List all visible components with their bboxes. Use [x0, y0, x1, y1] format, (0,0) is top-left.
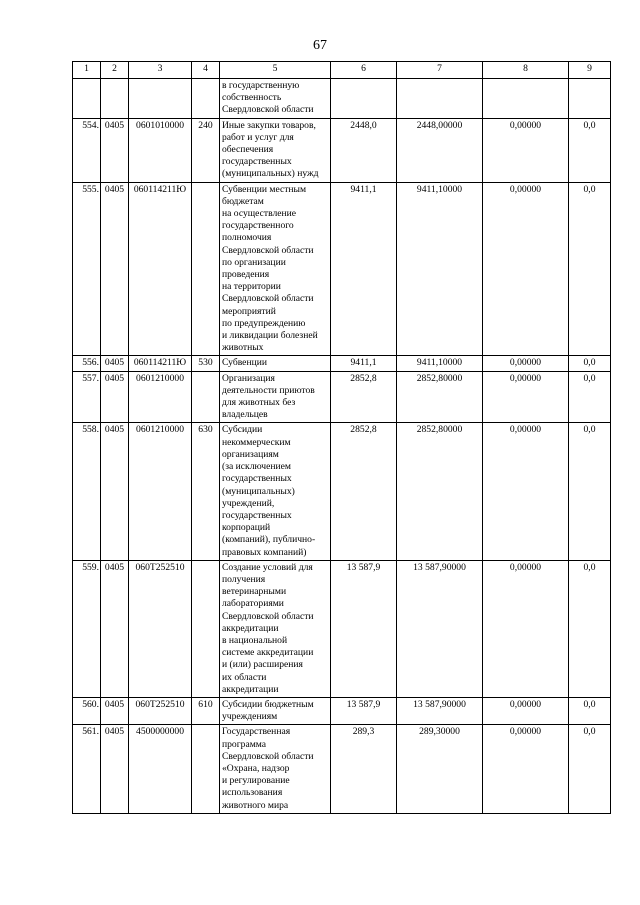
item-name-cell: [220, 182, 331, 356]
item-name-line: использования: [222, 787, 283, 799]
item-name-line: Свердловской области: [222, 750, 314, 762]
item-name-line: собственность: [222, 92, 282, 104]
item-name-line: животных: [222, 342, 264, 354]
column-header-9: 9: [569, 62, 611, 79]
item-name-cell: [220, 697, 331, 724]
amount-col7-cell: 13 587,90000: [397, 697, 483, 724]
amount-col8-cell: 0,00000: [483, 182, 569, 356]
item-name-line: лабораториями: [222, 598, 284, 610]
item-name-line: в национальной: [222, 634, 288, 646]
amount-col7-cell: 9411,10000: [397, 356, 483, 371]
item-name-line: и ликвидации болезней: [222, 330, 318, 342]
amount-col9-cell: [569, 79, 611, 119]
item-name-line: по организации: [222, 256, 286, 268]
item-name-line: Субвенции местным: [222, 183, 307, 195]
item-name-line: Субсидии бюджетным: [222, 698, 314, 710]
column-header-5: 5: [220, 62, 331, 79]
amount-col6-cell: 2852,8: [331, 423, 397, 560]
amount-col6-cell: 13 587,9: [331, 560, 397, 697]
column-header-2: 2: [101, 62, 129, 79]
table-body: [73, 79, 611, 814]
amount-col9-cell: 0,0: [569, 356, 611, 371]
column-header-7: 7: [397, 62, 483, 79]
item-name-line: государственных: [222, 473, 292, 485]
amount-col7-cell: [397, 79, 483, 119]
amount-col9-cell: 0,0: [569, 118, 611, 182]
amount-col7-cell: 2852,80000: [397, 371, 483, 423]
item-name-line: и регулирование: [222, 775, 290, 787]
amount-col8-cell: 0,00000: [483, 356, 569, 371]
header-row: [73, 62, 611, 79]
column-header-4: 4: [192, 62, 220, 79]
item-name-line: мероприятий: [222, 305, 276, 317]
target-code-cell: 0601010000: [129, 118, 192, 182]
item-name-line: «Охрана, надзор: [222, 762, 290, 774]
amount-col8-cell: [483, 79, 569, 119]
item-name-line: для животных без: [222, 397, 296, 409]
section-code-cell: 0405: [101, 356, 129, 371]
table-row: [73, 560, 611, 697]
item-name-line: государственных: [222, 509, 292, 521]
item-name-cell: [220, 371, 331, 423]
amount-col8-cell: 0,00000: [483, 423, 569, 560]
item-name-line: Субвенции: [222, 357, 267, 369]
item-name-line: бюджетам: [222, 195, 264, 207]
amount-col7-cell: 2448,00000: [397, 118, 483, 182]
expense-type-cell: [192, 79, 220, 119]
section-code-cell: 0405: [101, 118, 129, 182]
amount-col7-cell: 2852,80000: [397, 423, 483, 560]
item-name-line: в государственную: [222, 80, 300, 91]
row-number-cell: 560.: [73, 697, 101, 724]
item-name-line: работ и услуг для: [222, 131, 294, 143]
column-header-1: 1: [73, 62, 101, 79]
amount-col9-cell: 0,0: [569, 423, 611, 560]
item-name-line: Организация: [222, 372, 275, 384]
item-name-line: Свердловской области: [222, 244, 314, 256]
item-name-line: их области: [222, 671, 267, 683]
section-code-cell: [101, 79, 129, 119]
item-name-line: на территории: [222, 281, 281, 293]
section-code-cell: 0405: [101, 371, 129, 423]
item-name-line: полномочия: [222, 232, 272, 244]
expense-type-cell: [192, 725, 220, 813]
item-name-line: Иные закупки товаров,: [222, 119, 316, 131]
target-code-cell: 0601210000: [129, 423, 192, 560]
amount-col7-cell: 13 587,90000: [397, 560, 483, 697]
row-number-cell: 554.: [73, 118, 101, 182]
item-name-line: аккредитации: [222, 622, 279, 634]
item-name-line: деятельности приютов: [222, 384, 315, 396]
item-name-line: животного мира: [222, 799, 289, 811]
amount-col6-cell: 2852,8: [331, 371, 397, 423]
item-name-line: Свердловской области: [222, 293, 314, 305]
item-name-cell: [220, 356, 331, 371]
item-name-line: Создание условий для: [222, 561, 313, 573]
item-name-line: получения: [222, 573, 266, 585]
item-name-line: ветеринарными: [222, 586, 287, 598]
item-name-line: Свердловской области: [222, 104, 314, 116]
target-code-cell: 060Т252510: [129, 697, 192, 724]
amount-col6-cell: 9411,1: [331, 356, 397, 371]
row-number-cell: 556.: [73, 356, 101, 371]
row-number-cell: 558.: [73, 423, 101, 560]
amount-col9-cell: 0,0: [569, 725, 611, 813]
amount-col6-cell: 2448,0: [331, 118, 397, 182]
item-name-line: обеспечения: [222, 144, 274, 156]
row-number-cell: 555.: [73, 182, 101, 356]
expense-type-cell: 630: [192, 423, 220, 560]
amount-col8-cell: 0,00000: [483, 371, 569, 423]
target-code-cell: 0601210000: [129, 371, 192, 423]
item-name-line: Субсидии: [222, 424, 263, 436]
section-code-cell: 0405: [101, 182, 129, 356]
item-name-line: проведения: [222, 269, 270, 281]
column-header-3: 3: [129, 62, 192, 79]
table-row: [73, 423, 611, 560]
amount-col9-cell: 0,0: [569, 697, 611, 724]
item-name-cell: [220, 725, 331, 813]
target-code-cell: 060114211Ю: [129, 356, 192, 371]
item-name-line: и (или) расширения: [222, 659, 303, 671]
amount-col6-cell: 9411,1: [331, 182, 397, 356]
section-code-cell: 0405: [101, 560, 129, 697]
item-name-line: владельцев: [222, 409, 268, 421]
amount-col6-cell: 13 587,9: [331, 697, 397, 724]
table-row: [73, 697, 611, 724]
expense-type-cell: [192, 371, 220, 423]
item-name-cell: [220, 79, 331, 119]
item-name-line: Свердловской области: [222, 610, 314, 622]
item-name-line: системе аккредитации: [222, 647, 314, 659]
section-code-cell: 0405: [101, 697, 129, 724]
item-name-line: некоммерческим: [222, 436, 291, 448]
item-name-line: (муниципальных): [222, 485, 295, 497]
section-code-cell: 0405: [101, 423, 129, 560]
item-name-line: на осуществление: [222, 208, 297, 220]
expense-type-cell: 530: [192, 356, 220, 371]
item-name-line: (за исключением: [222, 461, 291, 473]
item-name-line: аккредитации: [222, 683, 279, 695]
target-code-cell: 060114211Ю: [129, 182, 192, 356]
item-name-line: корпораций: [222, 522, 271, 534]
item-name-line: государственного: [222, 220, 294, 232]
amount-col6-cell: [331, 79, 397, 119]
item-name-cell: [220, 423, 331, 560]
column-header-8: 8: [483, 62, 569, 79]
table-row: [73, 182, 611, 356]
amount-col8-cell: 0,00000: [483, 725, 569, 813]
table-row: [73, 356, 611, 371]
item-name-line: (муниципальных) нужд: [222, 168, 319, 180]
amount-col8-cell: 0,00000: [483, 118, 569, 182]
section-code-cell: 0405: [101, 725, 129, 813]
table-row: [73, 371, 611, 423]
item-name-line: учреждениям: [222, 711, 278, 723]
item-name-cell: [220, 118, 331, 182]
target-code-cell: 060Т252510: [129, 560, 192, 697]
page-number: 67: [313, 38, 327, 53]
amount-col7-cell: 9411,10000: [397, 182, 483, 356]
amount-col7-cell: 289,30000: [397, 725, 483, 813]
table-row: [73, 118, 611, 182]
expense-type-cell: 240: [192, 118, 220, 182]
item-name-line: государственных: [222, 156, 292, 168]
column-header-6: 6: [331, 62, 397, 79]
amount-col8-cell: 0,00000: [483, 697, 569, 724]
row-number-cell: 557.: [73, 371, 101, 423]
row-number-cell: 559.: [73, 560, 101, 697]
amount-col9-cell: 0,0: [569, 560, 611, 697]
amount-col8-cell: 0,00000: [483, 560, 569, 697]
budget-table: [72, 61, 611, 814]
item-name-line: организациям: [222, 448, 279, 460]
target-code-cell: [129, 79, 192, 119]
row-number-cell: 561.: [73, 725, 101, 813]
amount-col9-cell: 0,0: [569, 182, 611, 356]
item-name-line: программа: [222, 738, 267, 750]
item-name-line: (компаний), публично-: [222, 534, 316, 546]
expense-type-cell: [192, 182, 220, 356]
row-number-cell: [73, 79, 101, 119]
item-name-line: по предупреждению: [222, 317, 306, 329]
expense-type-cell: 610: [192, 697, 220, 724]
table-row: [73, 725, 611, 813]
item-name-line: Государственная: [222, 726, 291, 738]
table-row: [73, 79, 611, 119]
item-name-line: учреждений,: [222, 497, 275, 509]
target-code-cell: 4500000000: [129, 725, 192, 813]
amount-col9-cell: 0,0: [569, 371, 611, 423]
item-name-line: правовых компаний): [222, 546, 307, 558]
item-name-cell: [220, 560, 331, 697]
amount-col6-cell: 289,3: [331, 725, 397, 813]
expense-type-cell: [192, 560, 220, 697]
